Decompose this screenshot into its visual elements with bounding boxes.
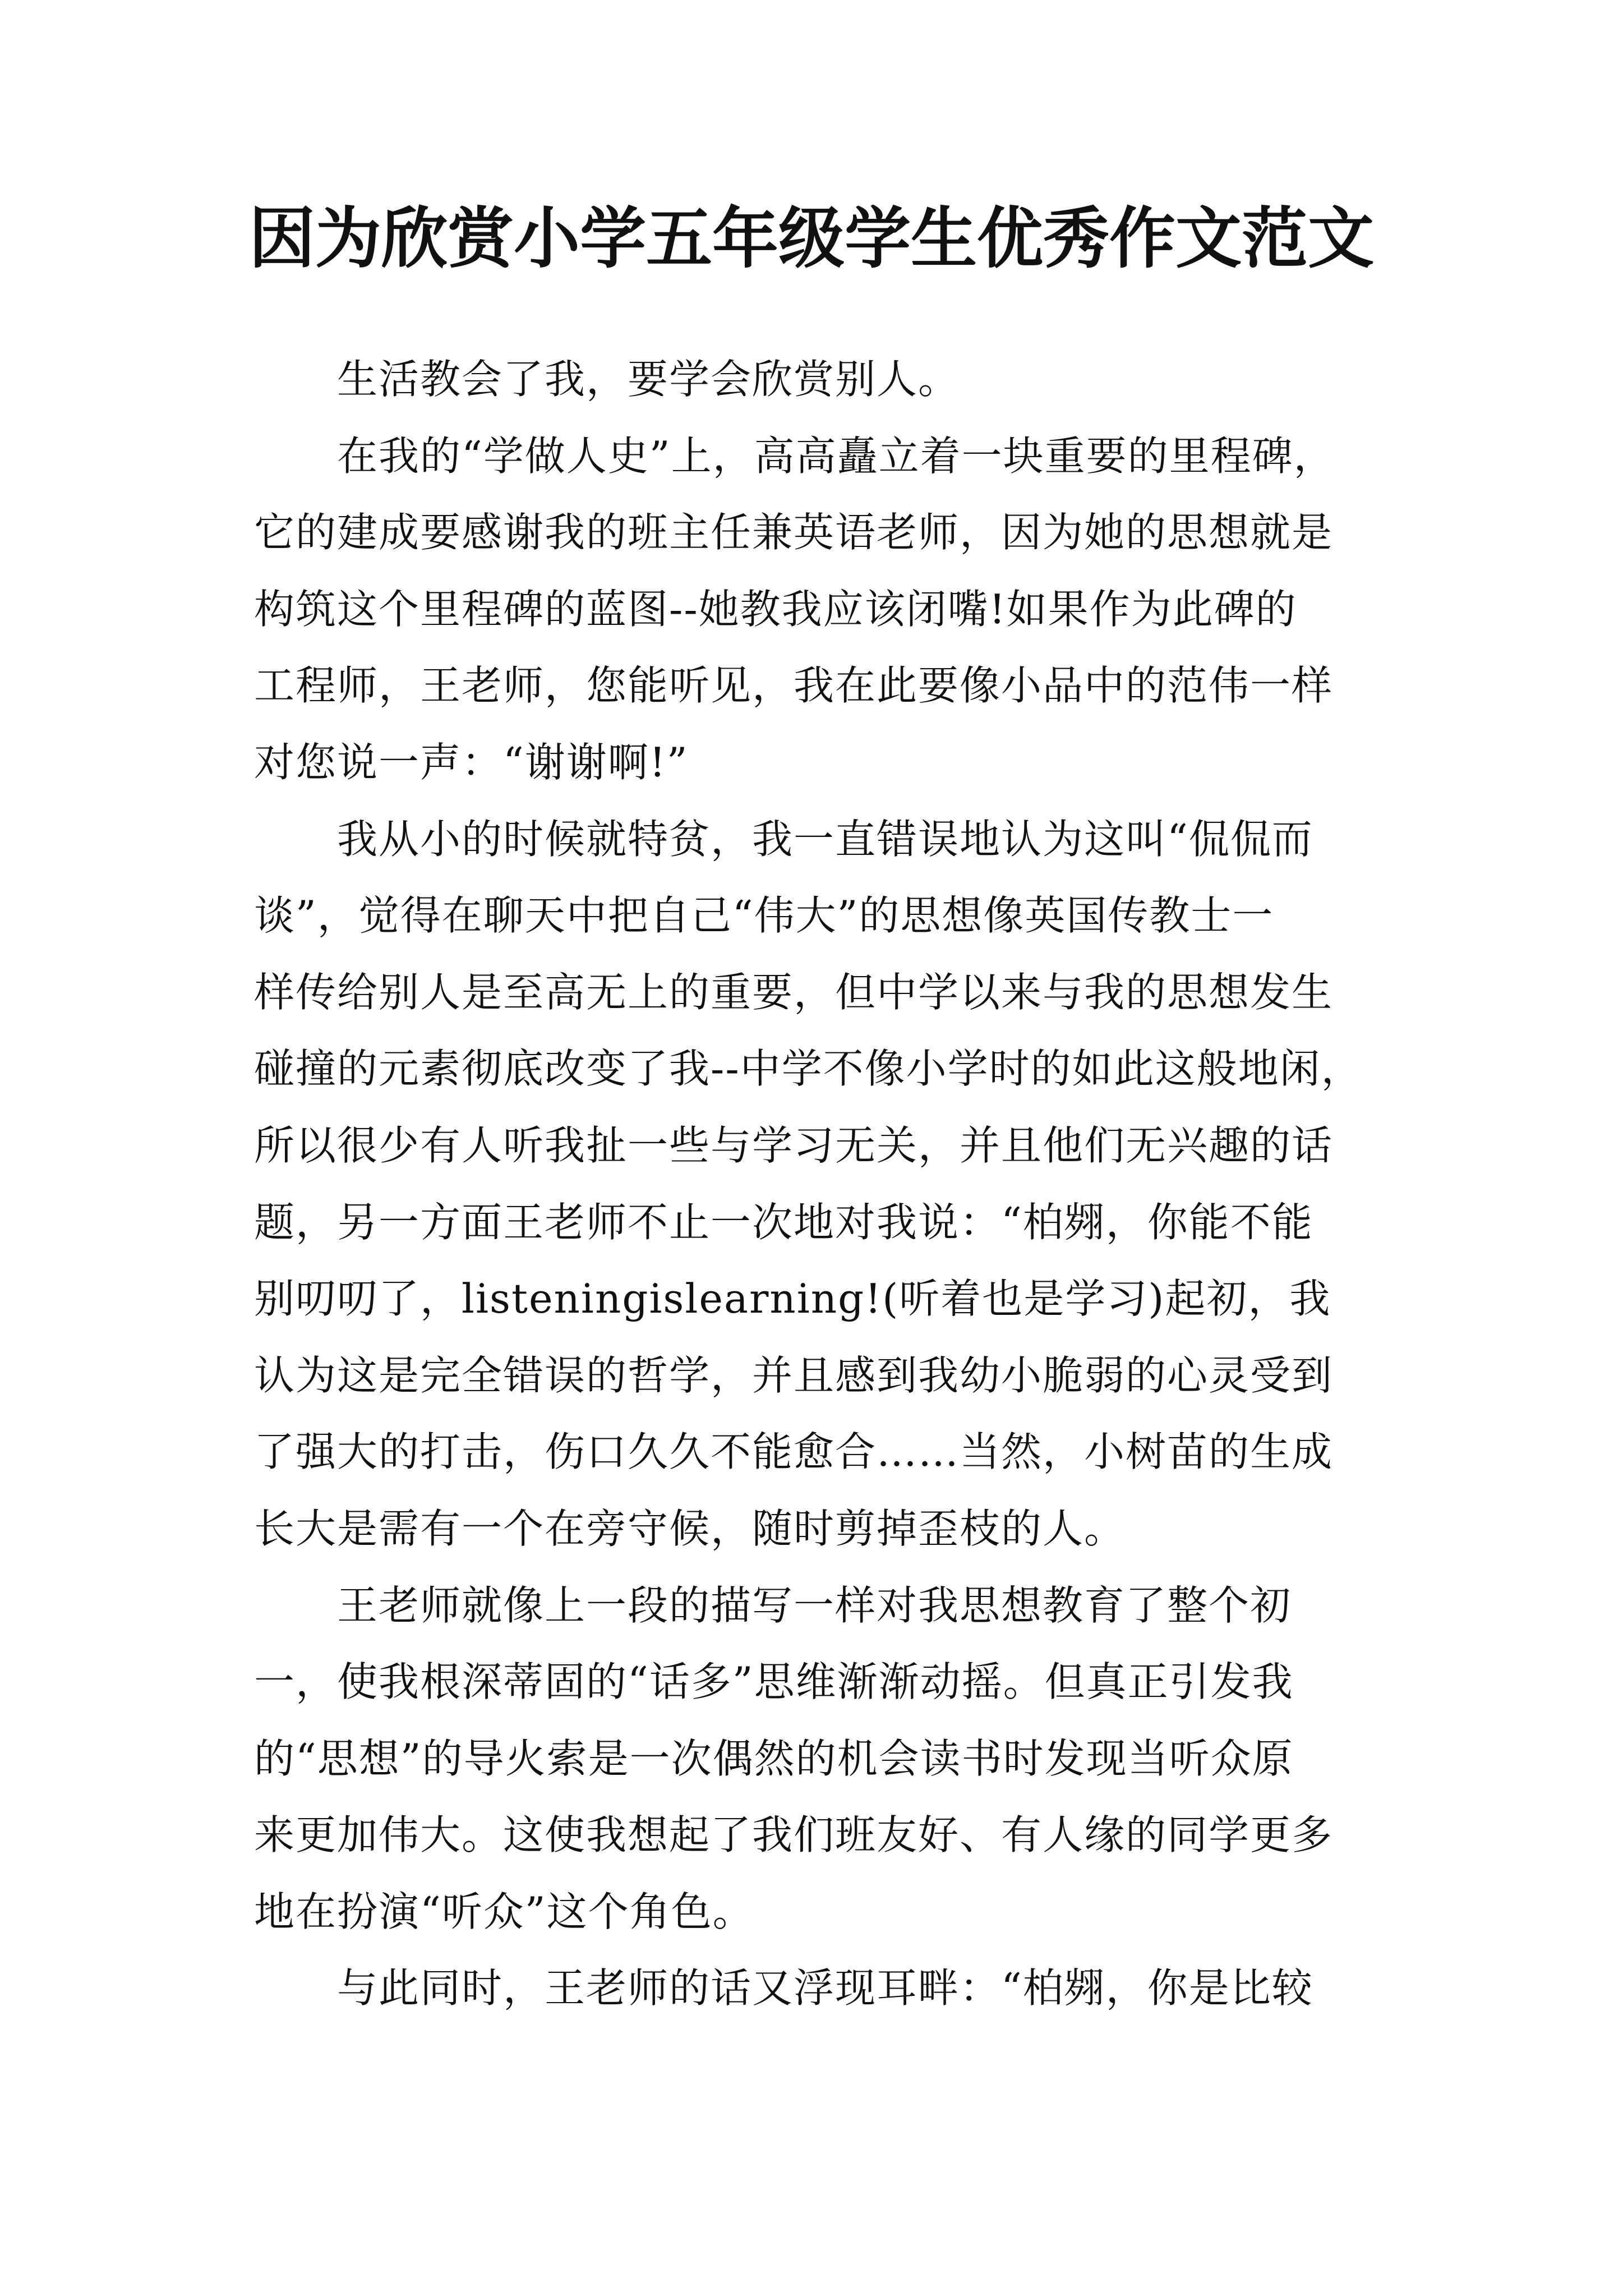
text-line: 王老师就像上一段的描写一样对我思想教育了整个初 [337, 1581, 1292, 1629]
text-line: 的“思想”的导火索是一次偶然的机会读书时发现当听众原 [254, 1734, 1294, 1782]
paragraph-5 [254, 1950, 1393, 2027]
text-line: 一，使我根深蒂固的“话多”思维渐渐动摇。但真正引发我 [254, 1658, 1294, 1706]
text-line: 与此同时，王老师的话又浮现耳畔：“柏翙，你是比较 [337, 1964, 1313, 2012]
text-line: 来更加伟大。这使我想起了我们班友好、有人缘的同学更多 [254, 1811, 1334, 1859]
paragraph-1 [254, 341, 1393, 418]
text-line: 别叨叨了，listeningislearning!(听着也是学习)起初，我 [254, 1275, 1331, 1323]
text-line: 认为这是完全错误的哲学，并且感到我幼小脆弱的心灵受到 [254, 1351, 1334, 1399]
text-line: 构筑这个里程碑的蓝图--她教我应该闭嘴!如果作为此碑的 [254, 585, 1297, 633]
text-line: 样传给别人是至高无上的重要，但中学以来与我的思想发生 [254, 968, 1334, 1016]
text-line: 题，另一方面王老师不止一次地对我说：“柏翙，你能不能 [254, 1198, 1313, 1246]
text-line: 地在扮演“听众”这个角色。 [254, 1888, 754, 1935]
text-line: 在我的“学做人史”上，高高矗立着一块重要的里程碑， [337, 432, 1335, 480]
text-line: 我从小的时候就特贫，我一直错误地认为这叫“侃侃而 [337, 815, 1313, 863]
text-line: 生活教会了我，要学会欣赏别人。 [337, 356, 960, 403]
text-line: 所以很少有人听我扯一些与学习无关，并且他们无兴趣的话 [254, 1121, 1334, 1169]
paragraph-4 [254, 1567, 1393, 1950]
text-line: 碰撞的元素彻底改变了我--中学不像小学时的如此这般地闲， [254, 1045, 1363, 1093]
text-line: 对您说一声：“谢谢啊!” [254, 738, 689, 786]
document-body [254, 341, 1393, 2027]
text-line: 长大是需有一个在旁守候，随时剪掉歪枝的人。 [254, 1504, 1126, 1552]
paragraph-2 [254, 418, 1393, 801]
text-line: 了强大的打击，伤口久久不能愈合……当然，小树苗的生成 [254, 1428, 1334, 1476]
text-line: 谈”，觉得在聊天中把自己“伟大”的思想像英国传教士一 [254, 892, 1274, 940]
text-line: 工程师，王老师，您能听见，我在此要像小品中的范伟一样 [254, 662, 1334, 710]
text-line: 它的建成要感谢我的班主任兼英语老师，因为她的思想就是 [254, 509, 1334, 556]
document-title: 因为欣赏小学五年级学生优秀作文范文 [248, 199, 1374, 277]
paragraph-3 [254, 801, 1393, 1567]
